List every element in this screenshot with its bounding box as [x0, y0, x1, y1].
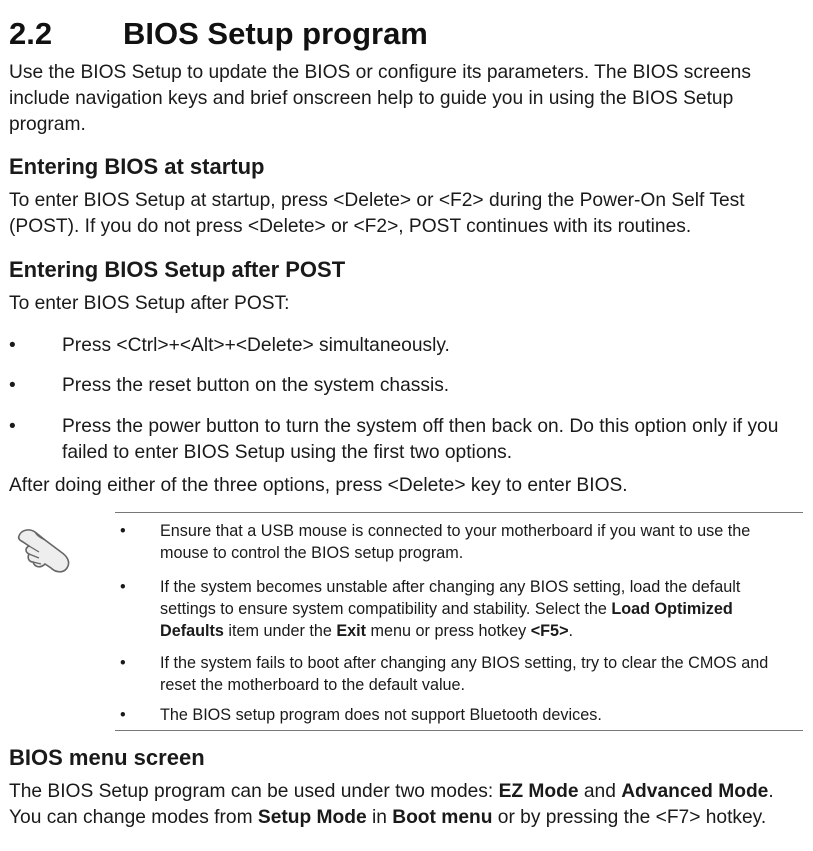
list-item-text: Press <Ctrl>+<Alt>+<Delete> simultaneously. [62, 335, 450, 356]
heading-bios-menu-screen: BIOS menu screen [9, 745, 205, 770]
note-top-rule [115, 512, 803, 513]
bullet-icon: • [120, 578, 126, 596]
startup-paragraph: To enter BIOS Setup at startup, press <Delete> or <F2> during the Power-On Self Test (POST). If you do not press <Delete> or <F2>, POST continues with its routines. [9, 190, 745, 237]
bullet-icon: • [9, 335, 16, 356]
exit-menu-label: Exit [336, 622, 367, 640]
bullet-icon: • [9, 416, 16, 437]
ez-mode-label: EZ Mode [498, 781, 579, 802]
setup-mode-label: Setup Mode [257, 807, 367, 828]
note-item-text: If the system becomes unstable after changing any BIOS setting, load the default settings to ensure system compatibility and stability. Select the Load Optimized Defaults item under the Exit menu or press hotkey <F5>. [160, 578, 741, 640]
after-options-paragraph: After doing either of the three options, press <Delete> key to enter BIOS. [9, 475, 628, 496]
bullet-icon: • [120, 654, 126, 672]
section-title: BIOS Setup program [123, 16, 428, 51]
note-item-text: If the system fails to boot after changing any BIOS setting, try to clear the CMOS and reset the motherboard to the default value. [160, 654, 769, 694]
heading-entering-startup: Entering BIOS at startup [9, 154, 265, 179]
bullet-icon: • [120, 522, 126, 540]
heading-entering-after-post: Entering BIOS Setup after POST [9, 257, 346, 282]
intro-paragraph: Use the BIOS Setup to update the BIOS or configure its parameters. The BIOS screens include navigation keys and brief onscreen help to guide you in using the BIOS Setup program. [9, 62, 751, 135]
section-number: 2.2 [9, 16, 53, 51]
bullet-icon: • [9, 375, 16, 396]
bullet-icon: • [120, 706, 126, 724]
list-item-text: Press the power button to turn the system off then back on. Do this option only if you failed to enter BIOS Setup using the first two options. [62, 416, 779, 463]
note-bottom-rule [115, 730, 803, 731]
after-post-lead: To enter BIOS Setup after POST: [9, 293, 290, 314]
menu-screen-paragraph: The BIOS Setup program can be used under two modes: EZ Mode and Advanced Mode. You can change modes from Setup Mode in Boot menu or by pressing the <F7> hotkey. [9, 781, 774, 828]
list-item-text: Press the reset button on the system chassis. [62, 375, 450, 396]
boot-menu-label: Boot menu [392, 807, 493, 828]
load-optimized-defaults-label: Load Optimized Defaults [160, 600, 733, 640]
note-item-text: Ensure that a USB mouse is connected to your motherboard if you want to use the mouse to control the BIOS setup program. [160, 522, 751, 562]
advanced-mode-label: Advanced Mode [621, 781, 769, 802]
f5-hotkey-label: <F5> [530, 622, 569, 640]
note-box [9, 512, 803, 731]
note-item-text: The BIOS setup program does not support Bluetooth devices. [160, 706, 602, 724]
pointing-hand-icon [15, 522, 77, 576]
